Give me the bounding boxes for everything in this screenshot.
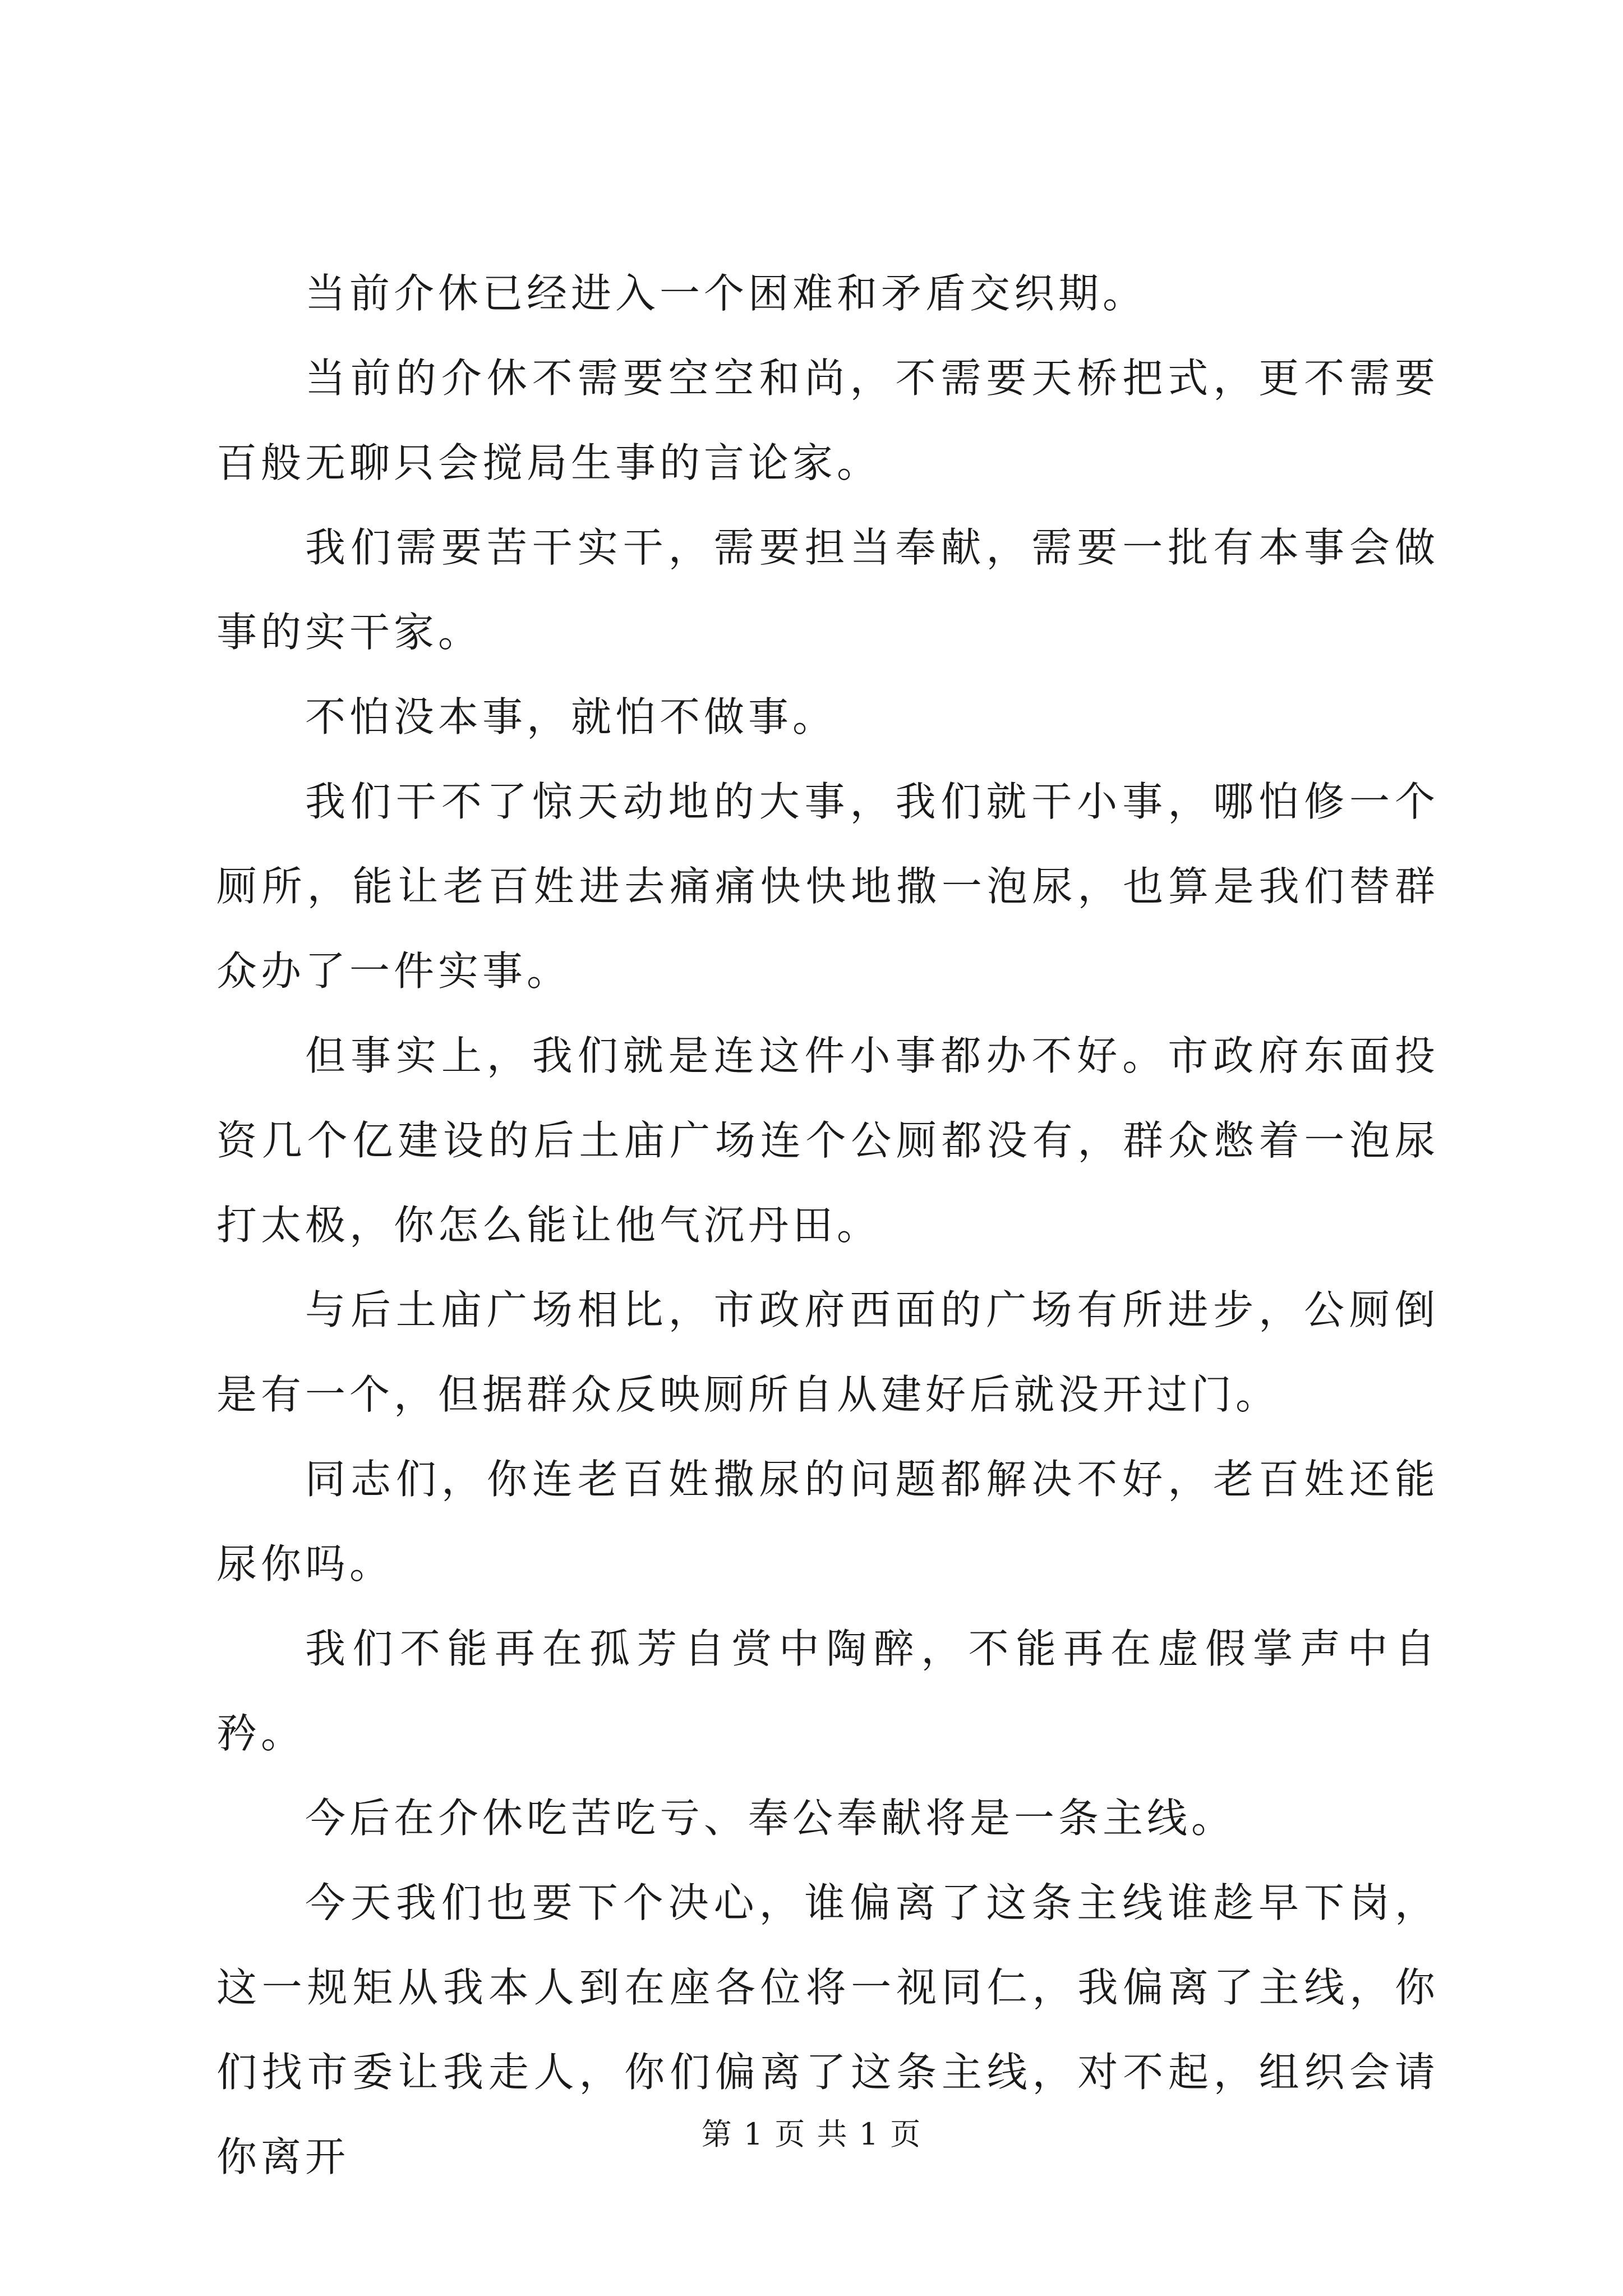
paragraph-6: 但事实上，我们就是连这件小事都办不好。市政府东面投资几个亿建设的后土庙广场连个公厕都没有，群众憋着一泡尿打太极，你怎么能让他气沉丹田。 — [216, 1032, 1439, 1249]
paragraph-11: 今天我们也要下个决心，谁偏离了这条主线谁趁早下岗，这一规矩从我本人到在座各位将一视同仁，我偏离了主线，你们找市委让我走人，你们偏离了这条主线，对不起，组织会请你离开 — [216, 1879, 1439, 2180]
page-footer — [0, 2115, 1623, 2154]
paragraph-10: 今后在介休吃苦吃亏、奉公奉献将是一条主线。 — [305, 1795, 1236, 1842]
paragraph-4: 不怕没本事，就怕不做事。 — [305, 693, 837, 740]
paragraph-8: 同志们，你连老百姓撒尿的问题都解决不好，老百姓还能尿你吗。 — [216, 1456, 1439, 1588]
paragraph-2: 当前的介休不需要空空和尚，不需要天桥把式，更不需要百般无聊只会搅局生事的言论家。 — [216, 355, 1439, 486]
paragraph-9: 我们不能再在孤芳自赏中陶醉，不能再在虚假掌声中自矜。 — [216, 1625, 1439, 1757]
page-number-label: 第 1 页 共 1 页 — [701, 2116, 922, 2152]
document-body — [216, 251, 1439, 2200]
paragraph-1: 当前介休已经进入一个困难和矛盾交织期。 — [305, 270, 1147, 317]
paragraph-3: 我们需要苦干实干，需要担当奉献，需要一批有本事会做事的实干家。 — [216, 524, 1439, 656]
paragraph-5: 我们干不了惊天动地的大事，我们就干小事，哪怕修一个厕所，能让老百姓进去痛痛快快地撒一泡尿，也算是我们替群众办了一件实事。 — [216, 778, 1439, 995]
paragraph-7: 与后土庙广场相比，市政府西面的广场有所进步，公厕倒是有一个，但据群众反映厕所自从建好后就没开过门。 — [216, 1286, 1439, 1418]
